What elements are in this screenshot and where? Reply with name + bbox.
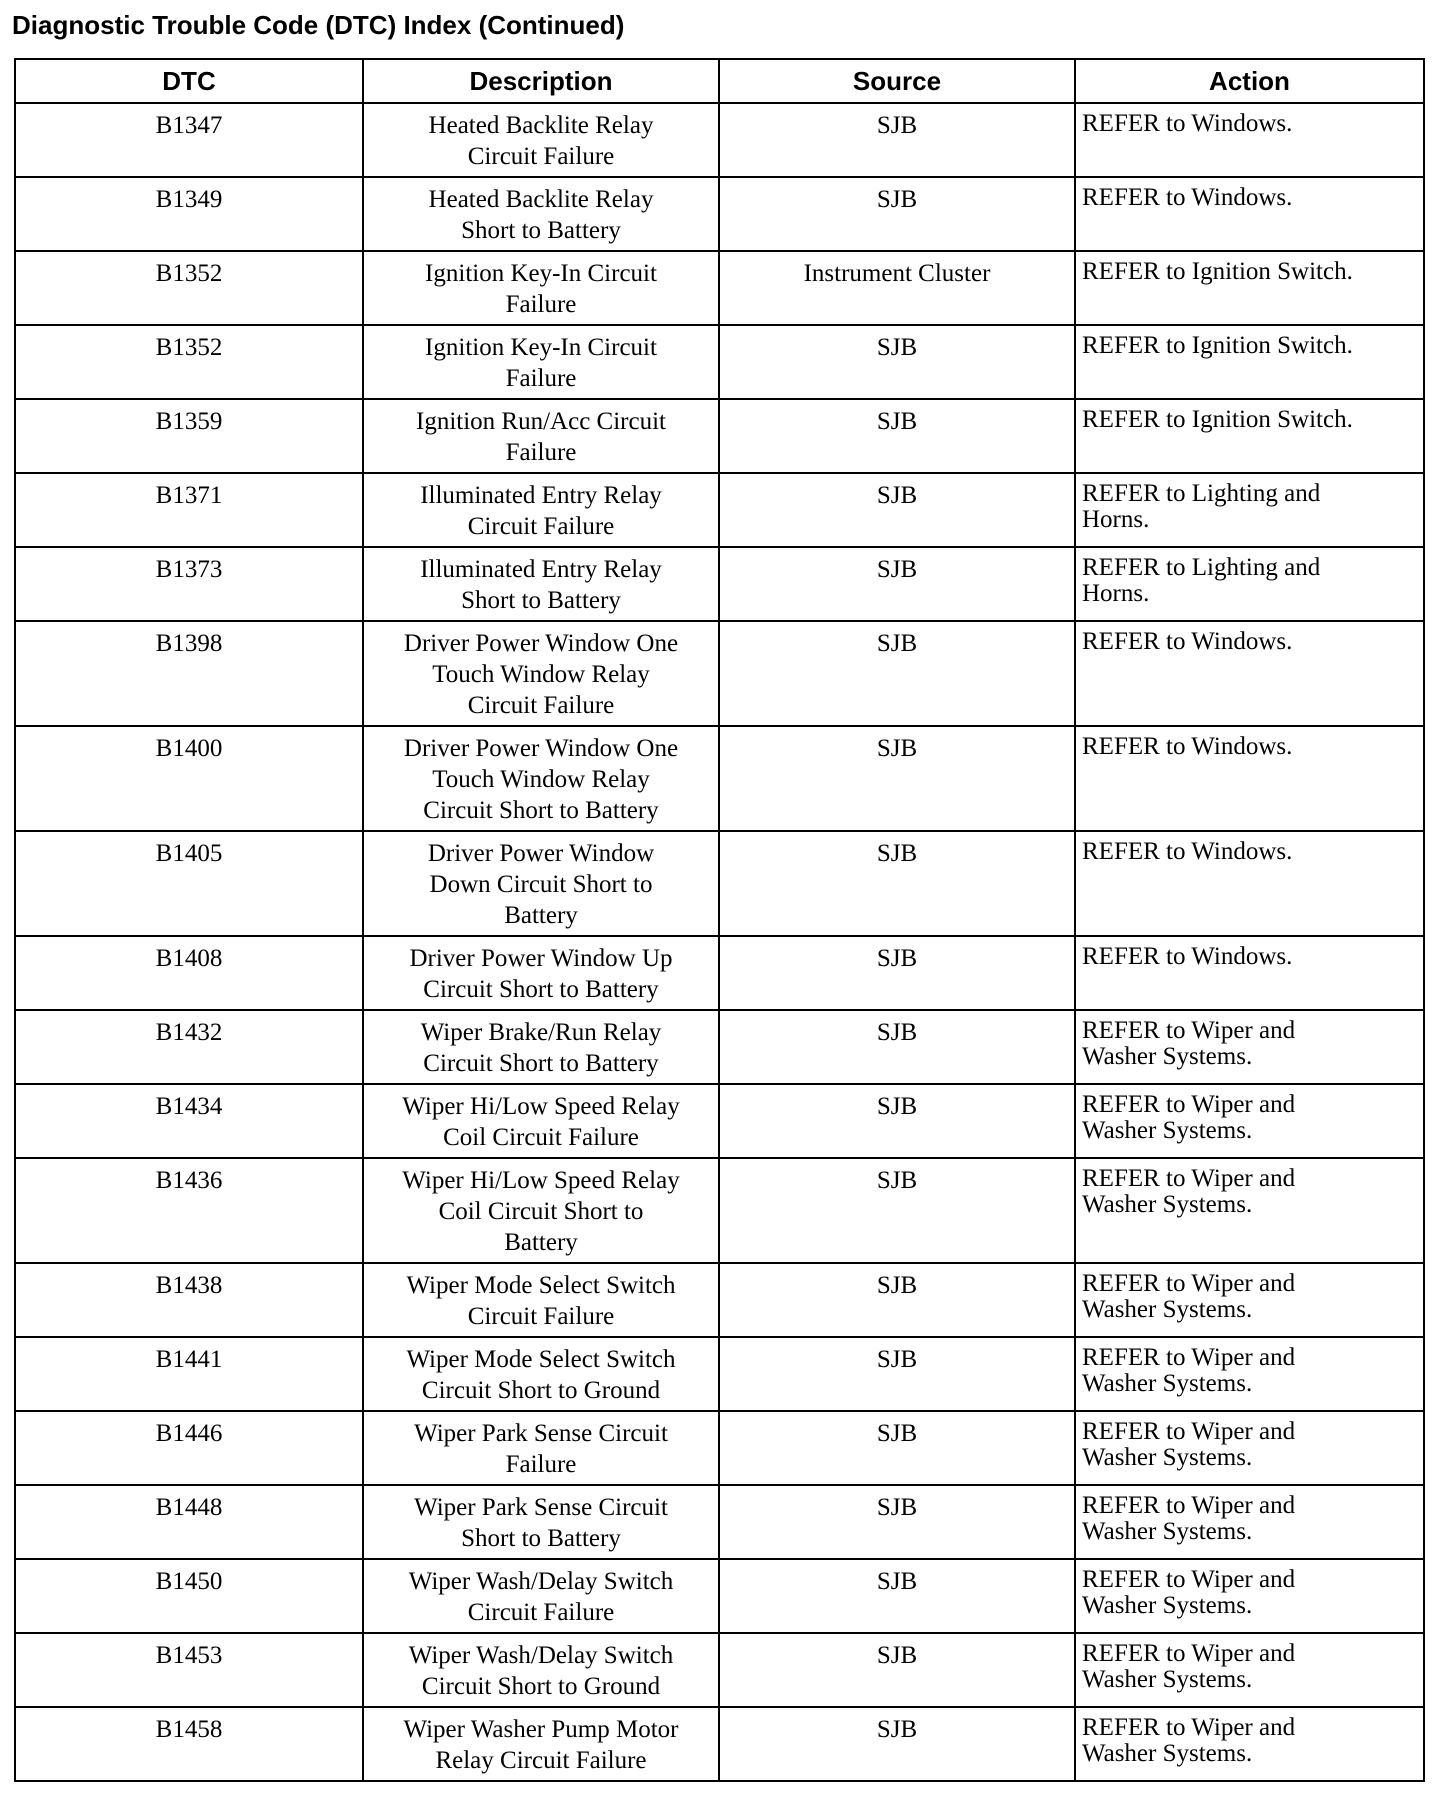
table-row <box>15 726 1424 831</box>
description-line: Circuit Failure <box>467 1599 615 1626</box>
action-line: Washer Systems. <box>1082 1043 1253 1070</box>
description-line: Short to Battery <box>461 217 621 244</box>
table-row <box>15 547 1424 621</box>
description-line: Wiper Wash/Delay Switch <box>408 1642 674 1669</box>
source-cell: SJB <box>719 399 1075 473</box>
table-row <box>15 399 1424 473</box>
action-cell <box>1075 251 1424 325</box>
dtc-code-cell: B1349 <box>15 177 363 251</box>
dtc-code-cell: B1458 <box>15 1707 363 1781</box>
dtc-code-cell: B1398 <box>15 621 363 726</box>
description-line: Driver Power Window One <box>403 735 679 762</box>
source-cell: SJB <box>719 1411 1075 1485</box>
description-line: Failure <box>505 291 577 318</box>
description-line: Wiper Mode Select Switch <box>406 1272 676 1299</box>
description-line: Circuit Failure <box>467 513 615 540</box>
description-line: Illuminated Entry Relay <box>420 556 662 583</box>
dtc-code-cell: B1450 <box>15 1559 363 1633</box>
action-line: REFER to Wiper and <box>1082 1270 1296 1297</box>
table-header-row <box>15 59 1424 103</box>
action-cell <box>1075 177 1424 251</box>
description-line: Wiper Park Sense Circuit <box>414 1494 668 1521</box>
source-cell: SJB <box>719 1263 1075 1337</box>
action-cell <box>1075 1158 1424 1263</box>
description-line: Circuit Short to Battery <box>423 797 659 824</box>
table-row <box>15 251 1424 325</box>
action-line: Washer Systems. <box>1082 1592 1253 1619</box>
table-body <box>15 103 1424 1781</box>
action-line: Washer Systems. <box>1082 1191 1253 1218</box>
description-line: Battery <box>504 1229 578 1256</box>
description-line: Ignition Key-In Circuit <box>425 260 657 287</box>
dtc-code-cell: B1438 <box>15 1263 363 1337</box>
description-cell <box>363 621 719 726</box>
source-cell: SJB <box>719 103 1075 177</box>
column-header-action: Action <box>1075 59 1424 103</box>
description-line: Circuit Short to Ground <box>421 1377 661 1404</box>
description-line: Ignition Run/Acc Circuit <box>416 408 666 435</box>
action-cell <box>1075 621 1424 726</box>
dtc-code-cell: B1371 <box>15 473 363 547</box>
source-cell: Instrument Cluster <box>719 251 1075 325</box>
action-cell <box>1075 325 1424 399</box>
action-cell <box>1075 1559 1424 1633</box>
source-cell: SJB <box>719 1158 1075 1263</box>
description-line: Ignition Key-In Circuit <box>425 334 657 361</box>
action-line: REFER to Lighting and <box>1082 554 1321 581</box>
table-row <box>15 1158 1424 1263</box>
description-cell <box>363 1559 719 1633</box>
action-cell <box>1075 1485 1424 1559</box>
action-line: REFER to Windows. <box>1082 943 1293 970</box>
action-line: Washer Systems. <box>1082 1666 1253 1693</box>
description-cell <box>363 547 719 621</box>
column-header-description: Description <box>363 59 719 103</box>
action-cell <box>1075 103 1424 177</box>
action-line: Horns. <box>1082 580 1150 607</box>
source-cell: SJB <box>719 1337 1075 1411</box>
action-cell <box>1075 1337 1424 1411</box>
source-cell: SJB <box>719 1084 1075 1158</box>
action-line: REFER to Windows. <box>1082 110 1293 137</box>
action-cell <box>1075 399 1424 473</box>
action-cell <box>1075 473 1424 547</box>
action-cell <box>1075 936 1424 1010</box>
dtc-code-cell: B1434 <box>15 1084 363 1158</box>
description-cell <box>363 1158 719 1263</box>
action-line: REFER to Windows. <box>1082 838 1293 865</box>
dtc-code-cell: B1373 <box>15 547 363 621</box>
dtc-code-cell: B1441 <box>15 1337 363 1411</box>
dtc-code-cell: B1359 <box>15 399 363 473</box>
action-cell <box>1075 1707 1424 1781</box>
description-line: Wiper Wash/Delay Switch <box>408 1568 674 1595</box>
source-cell: SJB <box>719 621 1075 726</box>
source-cell: SJB <box>719 1485 1075 1559</box>
source-cell: SJB <box>719 1707 1075 1781</box>
description-line: Coil Circuit Short to <box>438 1198 644 1225</box>
description-line: Circuit Short to Ground <box>421 1673 661 1700</box>
action-cell <box>1075 1633 1424 1707</box>
description-cell <box>363 1485 719 1559</box>
description-cell <box>363 473 719 547</box>
action-line: REFER to Wiper and <box>1082 1492 1296 1519</box>
dtc-code-cell: B1352 <box>15 251 363 325</box>
description-line: Circuit Failure <box>467 692 615 719</box>
description-line: Driver Power Window Up <box>409 945 673 972</box>
table-row <box>15 1485 1424 1559</box>
action-cell <box>1075 1411 1424 1485</box>
source-cell: SJB <box>719 1633 1075 1707</box>
action-cell <box>1075 831 1424 936</box>
description-line: Wiper Park Sense Circuit <box>414 1420 668 1447</box>
source-cell: SJB <box>719 726 1075 831</box>
description-cell <box>363 1010 719 1084</box>
source-cell: SJB <box>719 936 1075 1010</box>
description-line: Heated Backlite Relay <box>428 112 654 139</box>
dtc-code-cell: B1405 <box>15 831 363 936</box>
action-line: Horns. <box>1082 506 1150 533</box>
description-cell <box>363 1707 719 1781</box>
description-cell <box>363 936 719 1010</box>
source-cell: SJB <box>719 831 1075 936</box>
description-cell <box>363 1633 719 1707</box>
action-line: REFER to Ignition Switch. <box>1082 258 1353 285</box>
source-cell: SJB <box>719 473 1075 547</box>
description-line: Circuit Failure <box>467 143 615 170</box>
dtc-code-cell: B1446 <box>15 1411 363 1485</box>
description-line: Failure <box>505 439 577 466</box>
column-header-dtc: DTC <box>15 59 363 103</box>
table-row <box>15 103 1424 177</box>
table-row <box>15 1263 1424 1337</box>
source-cell: SJB <box>719 547 1075 621</box>
description-cell <box>363 1411 719 1485</box>
column-header-source: Source <box>719 59 1075 103</box>
description-cell <box>363 251 719 325</box>
description-line: Touch Window Relay <box>432 766 650 793</box>
description-cell <box>363 1084 719 1158</box>
description-cell <box>363 1337 719 1411</box>
action-line: REFER to Ignition Switch. <box>1082 332 1353 359</box>
dtc-index-table <box>14 58 1425 1782</box>
description-line: Wiper Washer Pump Motor <box>403 1716 679 1743</box>
action-line: Washer Systems. <box>1082 1117 1253 1144</box>
action-line: REFER to Wiper and <box>1082 1344 1296 1371</box>
description-cell <box>363 325 719 399</box>
source-cell: SJB <box>719 1010 1075 1084</box>
description-line: Heated Backlite Relay <box>428 186 654 213</box>
description-line: Wiper Mode Select Switch <box>406 1346 676 1373</box>
dtc-code-cell: B1448 <box>15 1485 363 1559</box>
action-line: REFER to Windows. <box>1082 184 1293 211</box>
action-cell <box>1075 547 1424 621</box>
dtc-code-cell: B1432 <box>15 1010 363 1084</box>
description-line: Down Circuit Short to <box>429 871 653 898</box>
description-line: Circuit Short to Battery <box>423 1050 659 1077</box>
description-cell <box>363 177 719 251</box>
action-cell <box>1075 1010 1424 1084</box>
description-cell <box>363 1263 719 1337</box>
action-line: REFER to Wiper and <box>1082 1566 1296 1593</box>
table-row <box>15 177 1424 251</box>
action-line: REFER to Windows. <box>1082 628 1293 655</box>
description-line: Battery <box>504 902 578 929</box>
description-cell <box>363 103 719 177</box>
action-line: REFER to Lighting and <box>1082 480 1321 507</box>
table-row <box>15 1707 1424 1781</box>
description-cell <box>363 726 719 831</box>
description-cell <box>363 831 719 936</box>
action-line: REFER to Wiper and <box>1082 1714 1296 1741</box>
table-row <box>15 325 1424 399</box>
description-line: Driver Power Window <box>427 840 655 867</box>
source-cell: SJB <box>719 177 1075 251</box>
action-line: Washer Systems. <box>1082 1740 1253 1767</box>
action-line: Washer Systems. <box>1082 1444 1253 1471</box>
table-row <box>15 1411 1424 1485</box>
description-line: Wiper Hi/Low Speed Relay <box>402 1093 680 1120</box>
action-line: Washer Systems. <box>1082 1370 1253 1397</box>
description-line: Driver Power Window One <box>403 630 679 657</box>
table-row <box>15 831 1424 936</box>
table-row <box>15 1084 1424 1158</box>
action-line: REFER to Wiper and <box>1082 1165 1296 1192</box>
table-row <box>15 1010 1424 1084</box>
dtc-code-cell: B1436 <box>15 1158 363 1263</box>
description-line: Coil Circuit Failure <box>443 1124 639 1151</box>
source-cell: SJB <box>719 1559 1075 1633</box>
description-line: Illuminated Entry Relay <box>420 482 662 509</box>
action-cell <box>1075 726 1424 831</box>
source-cell: SJB <box>719 325 1075 399</box>
dtc-code-cell: B1352 <box>15 325 363 399</box>
table-row <box>15 1559 1424 1633</box>
action-line: Washer Systems. <box>1082 1518 1253 1545</box>
description-line: Short to Battery <box>461 587 621 614</box>
dtc-code-cell: B1408 <box>15 936 363 1010</box>
description-line: Short to Battery <box>461 1525 621 1552</box>
description-cell <box>363 399 719 473</box>
description-line: Relay Circuit Failure <box>435 1747 647 1774</box>
description-line: Failure <box>505 365 577 392</box>
table-row <box>15 1337 1424 1411</box>
page-title: Diagnostic Trouble Code (DTC) Index (Continued) <box>12 10 625 40</box>
action-line: REFER to Wiper and <box>1082 1640 1296 1667</box>
description-line: Circuit Short to Battery <box>423 976 659 1003</box>
action-cell <box>1075 1263 1424 1337</box>
table-row <box>15 621 1424 726</box>
table-row <box>15 936 1424 1010</box>
action-line: Washer Systems. <box>1082 1296 1253 1323</box>
action-line: REFER to Wiper and <box>1082 1418 1296 1445</box>
description-line: Wiper Brake/Run Relay <box>420 1019 662 1046</box>
dtc-code-cell: B1453 <box>15 1633 363 1707</box>
action-line: REFER to Wiper and <box>1082 1017 1296 1044</box>
dtc-code-cell: B1400 <box>15 726 363 831</box>
table-row <box>15 1633 1424 1707</box>
table-row <box>15 473 1424 547</box>
description-line: Failure <box>505 1451 577 1478</box>
action-line: REFER to Ignition Switch. <box>1082 406 1353 433</box>
dtc-code-cell: B1347 <box>15 103 363 177</box>
description-line: Wiper Hi/Low Speed Relay <box>402 1167 680 1194</box>
description-line: Circuit Failure <box>467 1303 615 1330</box>
action-cell <box>1075 1084 1424 1158</box>
action-line: REFER to Windows. <box>1082 733 1293 760</box>
description-line: Touch Window Relay <box>432 661 650 688</box>
action-line: REFER to Wiper and <box>1082 1091 1296 1118</box>
